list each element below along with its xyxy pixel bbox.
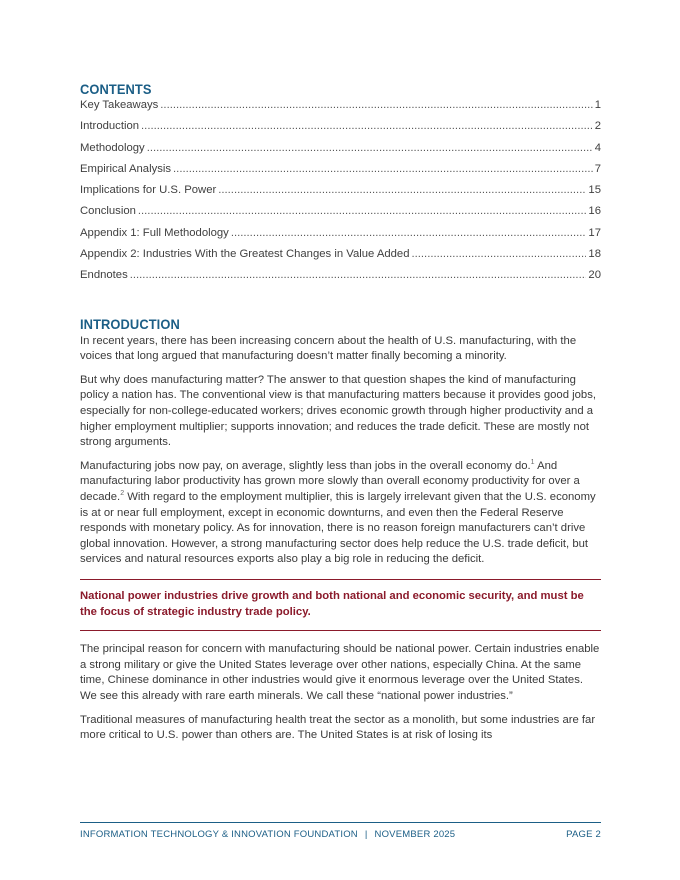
toc-leader-dots — [231, 227, 587, 239]
page-body — [80, 0, 601, 752]
toc-entry-page: 2 — [594, 120, 601, 133]
toc-entry-page: 17 — [588, 226, 601, 239]
introduction-section — [80, 334, 601, 744]
toc-leader-dots — [147, 142, 593, 154]
footer-date: NOVEMBER 2025 — [374, 829, 456, 840]
toc-entry-methodology[interactable] — [80, 142, 601, 163]
endnote-ref-1[interactable]: 1 — [530, 459, 535, 467]
paragraph: But why does manufacturing matter? The answer to that question shapes the kind of manufacturing policy a nation has. The conventional view is that manufacturing matters because it provides good jobs, especially for non-college-educated workers; drives economic growth through higher productivity and a higher employment multiplier; supports innovation; and reduces the trade deficit. These are mostly not strong arguments. — [80, 373, 596, 449]
toc-entry-page: 7 — [594, 162, 601, 175]
toc-entry-conclusion[interactable] — [80, 205, 601, 226]
toc-entry-appendix-2[interactable] — [80, 248, 601, 269]
toc-entry-title: Empirical Analysis — [80, 162, 172, 175]
footer-left — [80, 829, 455, 840]
toc-entry-page: 4 — [594, 141, 601, 154]
page-footer — [80, 822, 601, 840]
toc-entry-page: 18 — [588, 248, 601, 261]
toc-entry-title: Appendix 1: Full Methodology — [80, 226, 229, 239]
paragraph-text: Manufacturing jobs now pay, on average, slightly less than jobs in the overall economy do. — [80, 459, 531, 472]
toc-entry-title: Appendix 2: Industries With the Greatest Changes in Value Added — [80, 248, 410, 261]
toc-entry-title: Conclusion — [80, 205, 136, 218]
toc-entry-page: 15 — [588, 184, 601, 197]
toc-entry-key-takeaways[interactable] — [80, 99, 601, 120]
paragraph: Traditional measures of manufacturing health treat the sector as a monolith, but some industries are far more critical to U.S. power than others are. The United States is at risk of losing its — [80, 713, 596, 742]
toc-leader-dots — [160, 99, 592, 111]
toc-entry-page: 1 — [594, 99, 601, 111]
contents-heading: CONTENTS — [80, 81, 152, 97]
toc-entry-page: 20 — [588, 269, 601, 282]
paragraph-text: With regard to the employment multiplier, this is largely irrelevant given that the U.S. economy is at or near full employment, except in economic downturns, and even then the Federal Reserve responds with monetary policy. As for innovation, there is no reason foreign manufacturers can’t drive global innovation. However, a strong manufacturing sector does help reduce the U.S. trade deficit, but services and natural resources exports also play a big role in reducing the deficit. — [80, 491, 596, 566]
paragraph: The principal reason for concern with manufacturing should be national power. Certain industries enable a strong military or give the United States leverage over other nations, especially China. At the same time, Chinese dominance in other industries would give it enormous leverage over the United States. We see this already with rare earth minerals. We call these “national power industries.” — [80, 643, 600, 702]
paragraph: In recent years, there has been increasing concern about the health of U.S. manufacturing, with the voices that long argued that manufacturing doesn’t matter finally becoming a minority. — [80, 334, 577, 363]
footer-organization: INFORMATION TECHNOLOGY & INNOVATION FOUNDATION — [80, 829, 358, 840]
toc-entry-implications[interactable] — [80, 184, 601, 205]
table-of-contents — [80, 99, 601, 291]
toc-entry-title: Key Takeaways — [80, 99, 159, 111]
introduction-heading: INTRODUCTION — [80, 315, 180, 332]
toc-entry-empirical-analysis[interactable] — [80, 163, 601, 184]
toc-entry-appendix-1[interactable] — [80, 227, 601, 248]
paragraph — [80, 459, 601, 568]
pull-quote-callout — [80, 579, 601, 631]
toc-leader-dots — [138, 205, 587, 217]
toc-entry-title: Methodology — [80, 141, 145, 154]
toc-leader-dots — [218, 184, 586, 196]
paragraph-text: And manufacturing labor productivity has grown more slowly than overall economy productivity for over a decade. — [80, 459, 580, 504]
toc-entry-introduction[interactable] — [80, 120, 601, 141]
toc-entry-title: Endnotes — [80, 269, 128, 282]
pull-quote-text: National power industries drive growth and both national and economic security, and must be the focus of strategic industry trade policy. — [80, 589, 584, 618]
toc-leader-dots — [173, 163, 593, 175]
toc-entry-endnotes[interactable] — [80, 269, 601, 290]
toc-entry-title: Implications for U.S. Power — [80, 184, 217, 197]
footer-page-number: PAGE 2 — [566, 829, 601, 840]
toc-leader-dots — [412, 248, 587, 260]
toc-leader-dots — [130, 269, 587, 281]
footer-separator: | — [364, 829, 368, 840]
toc-entry-page: 16 — [588, 205, 601, 218]
toc-entry-title: Introduction — [80, 120, 140, 133]
toc-leader-dots — [141, 120, 593, 132]
endnote-ref-2[interactable]: 2 — [120, 490, 125, 498]
